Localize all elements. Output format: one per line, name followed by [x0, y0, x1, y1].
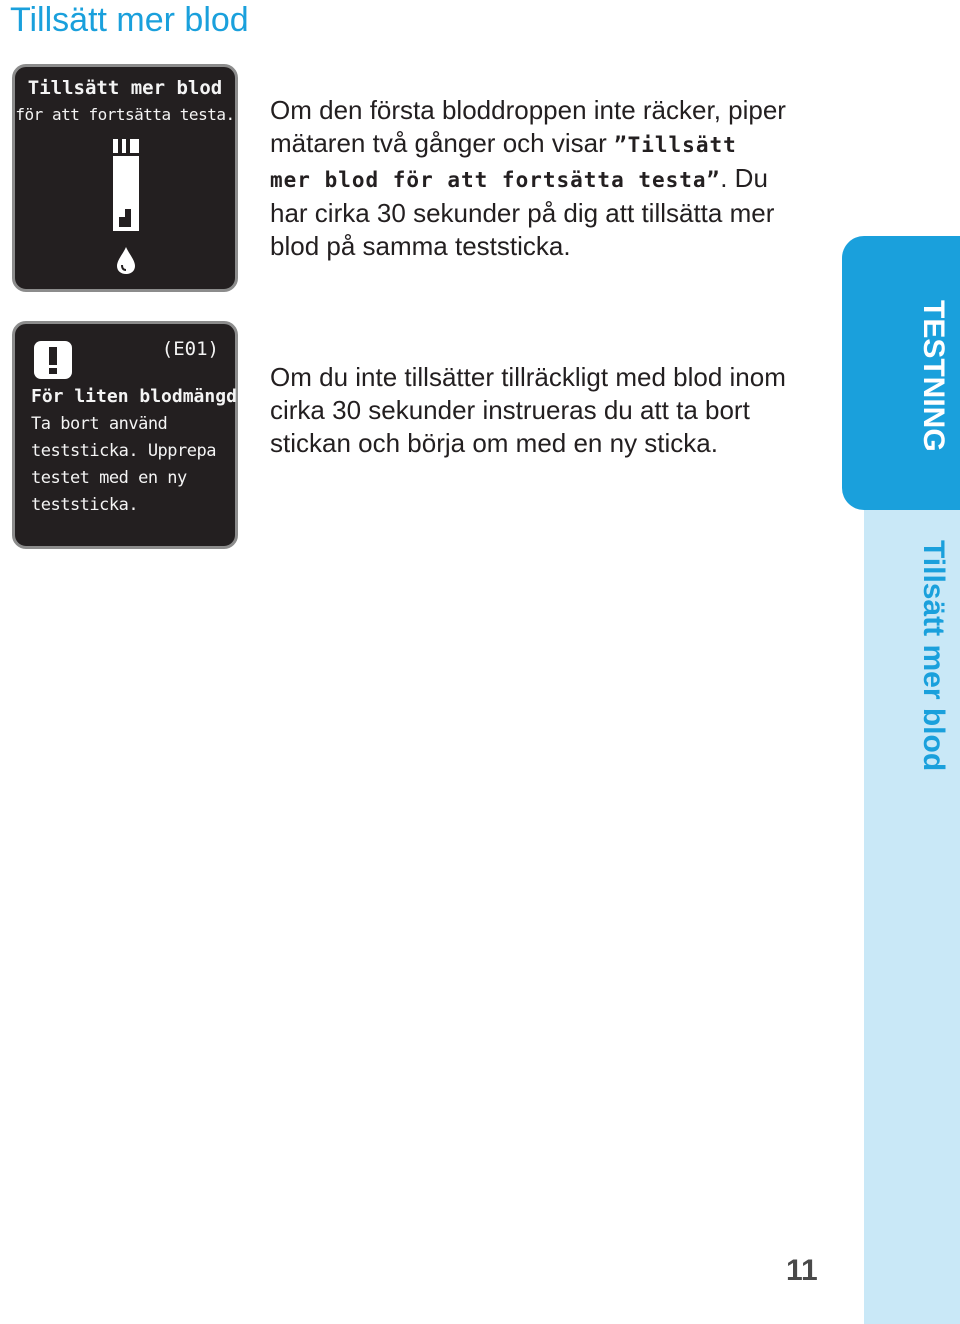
side-section-label: Tillsätt mer blod: [917, 540, 950, 772]
paragraph-first-drop: [270, 94, 790, 263]
meter-screen-error-e01: [12, 321, 238, 549]
page-title: Tillsätt mer blod: [10, 1, 249, 39]
paragraph-insufficient-blood: Om du inte tillsätter tillräckligt med blod inom cirka 30 sekunder instrueras du att ta bort stickan och börja om med en ny sticka.: [270, 362, 786, 458]
error-code: (E01): [161, 338, 219, 360]
error-title: För liten blodmängd: [31, 386, 237, 407]
error-line: Ta bort använd: [31, 414, 168, 434]
screen-subtitle: för att fortsätta testa.: [15, 105, 235, 124]
error-line: teststicka. Upprepa: [31, 441, 216, 461]
warning-icon: [33, 340, 73, 380]
page-number: 11: [786, 1254, 818, 1287]
test-strip-icon: [111, 137, 141, 233]
paragraph-text: . Du har cirka 30 sekunder på dig att tillsätta mer blod på samma teststicka.: [270, 163, 775, 261]
error-line: teststicka.: [31, 495, 139, 515]
screen-message-quote: ”Tillsätt mer blod för att fortsätta testa”: [270, 133, 737, 192]
error-line: testet med en ny: [31, 468, 187, 488]
side-tab-label: TESTNING: [917, 300, 950, 452]
blood-drop-icon: [115, 245, 137, 275]
paragraph-text: Om den första bloddroppen inte räcker, piper mätaren två gånger och visar: [270, 95, 786, 158]
screen-title: Tillsätt mer blod: [27, 77, 223, 99]
meter-screen-add-blood: [12, 64, 238, 292]
